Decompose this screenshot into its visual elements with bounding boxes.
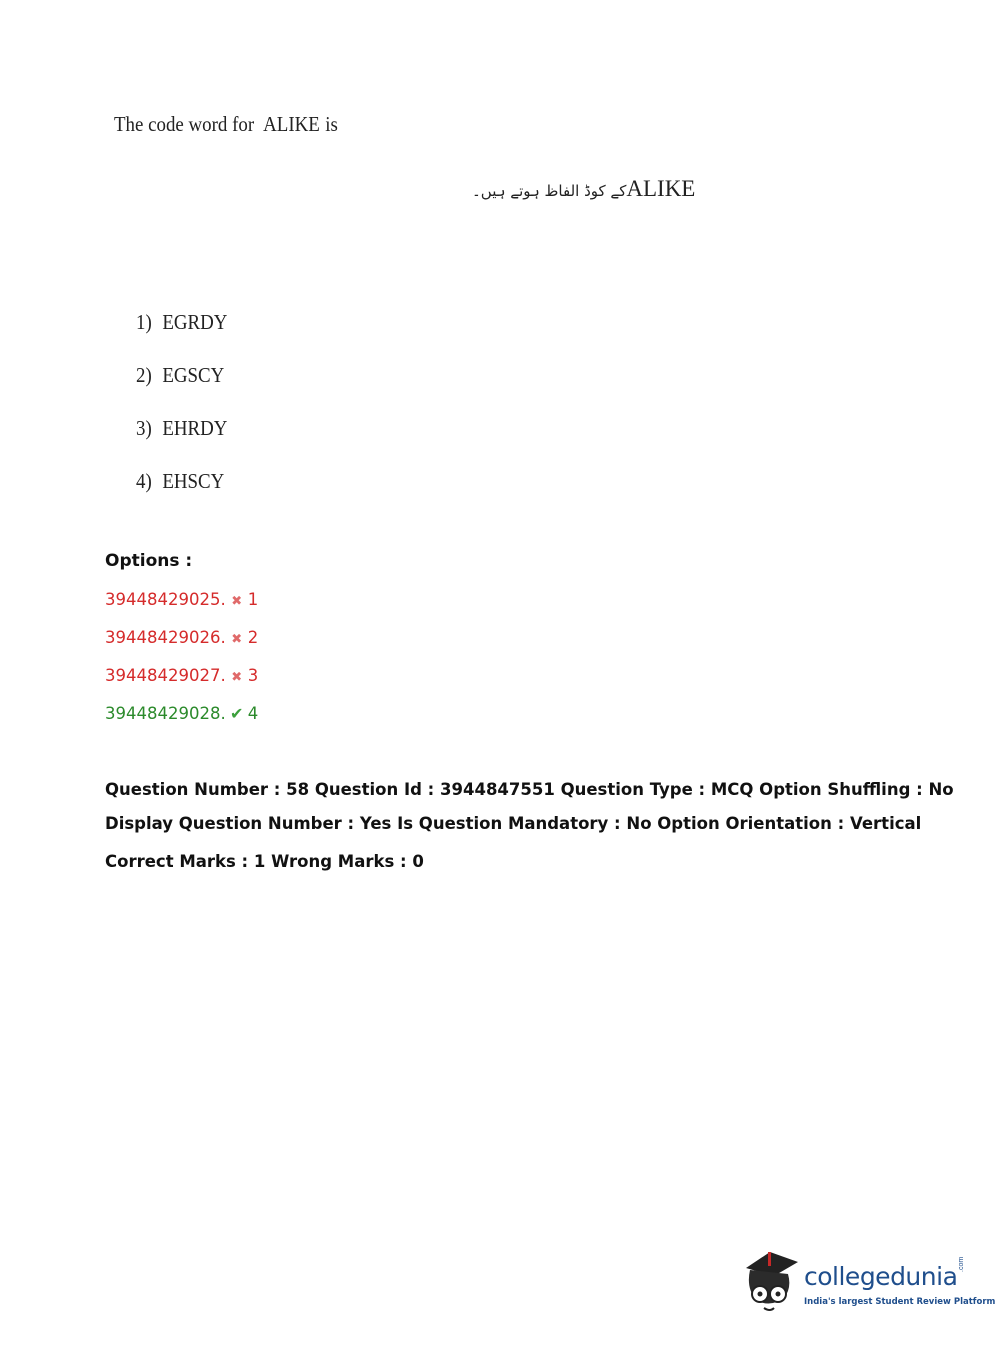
option-row-3 xyxy=(105,666,258,685)
option-row-4 xyxy=(105,704,258,723)
choice-text: EHSCY xyxy=(162,469,225,493)
option-label: 4 xyxy=(247,704,259,723)
choice-3 xyxy=(136,416,227,441)
mascot-icon xyxy=(740,1248,804,1320)
question-prefix: The code word for xyxy=(114,112,255,136)
choice-2 xyxy=(136,363,224,388)
choice-4 xyxy=(136,469,224,494)
option-id: 39448429027. xyxy=(105,666,226,685)
option-id: 39448429025. xyxy=(105,590,226,609)
cross-icon: ✖ xyxy=(231,632,243,647)
choice-text: EGRDY xyxy=(162,310,228,334)
question-keyword: ALIKE xyxy=(263,112,320,136)
question-text xyxy=(114,112,338,137)
option-label: 3 xyxy=(247,666,259,685)
check-icon: ✔ xyxy=(230,704,244,723)
choice-number: 3) xyxy=(136,416,152,440)
question-meta-line-1: Question Number : 58 Question Id : 3944847551 Question Type : MCQ Option Shuffling : No xyxy=(105,780,954,799)
choice-text: EHRDY xyxy=(162,416,228,440)
option-label: 2 xyxy=(247,628,259,647)
cross-icon: ✖ xyxy=(231,594,243,609)
option-label: 1 xyxy=(247,590,259,609)
option-id: 39448429028. xyxy=(105,704,226,723)
urdu-phrase: کے کوڈ الفاظ ہوتے ہیں۔ xyxy=(472,182,627,200)
option-row-1 xyxy=(105,590,258,609)
logo-tagline: India's largest Student Review Platform xyxy=(804,1297,996,1307)
option-id: 39448429026. xyxy=(105,628,226,647)
logo-com: .com xyxy=(958,1256,965,1272)
options-heading: Options : xyxy=(105,551,193,571)
question-meta-line-3: Correct Marks : 1 Wrong Marks : 0 xyxy=(105,852,424,871)
option-row-2 xyxy=(105,628,258,647)
question-urdu-text xyxy=(472,176,695,202)
urdu-keyword: ALIKE xyxy=(626,176,696,201)
question-suffix: is xyxy=(325,112,338,136)
cross-icon: ✖ xyxy=(231,670,243,685)
choice-number: 4) xyxy=(136,469,152,493)
choice-number: 2) xyxy=(136,363,152,387)
logo-brand: collegedunia xyxy=(804,1262,958,1291)
choice-1 xyxy=(136,310,227,335)
question-meta-line-2: Display Question Number : Yes Is Question Mandatory : No Option Orientation : Vertical xyxy=(105,814,922,833)
choice-text: EGSCY xyxy=(162,363,225,387)
choice-number: 1) xyxy=(136,310,152,334)
